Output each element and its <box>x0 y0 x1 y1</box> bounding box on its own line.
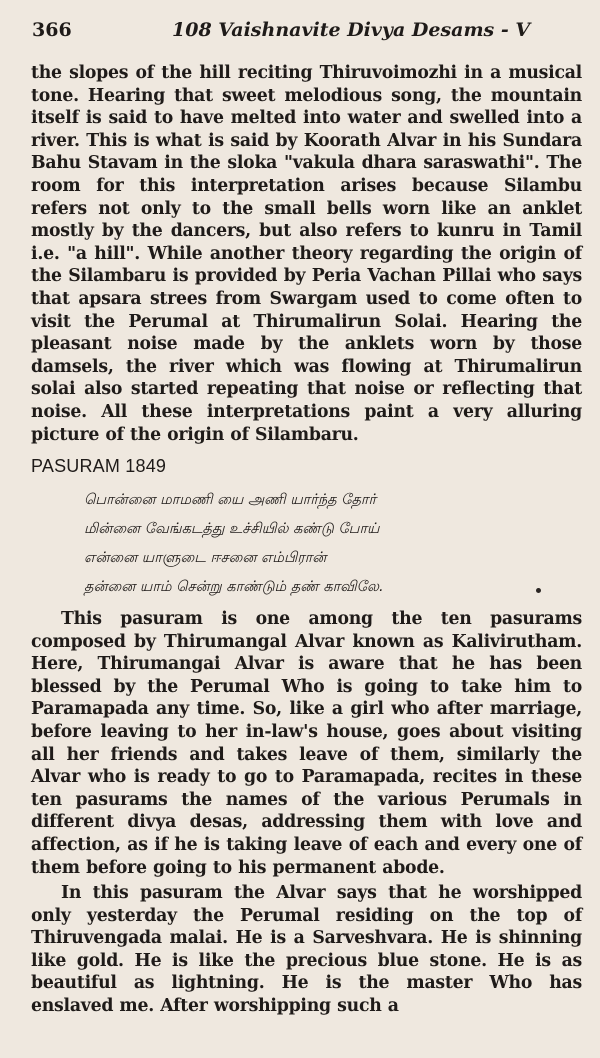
body-paragraph-3: In this pasuram the Alvar says that he worshipped only yesterday the Perumal residing on the top of Thiruvengada malai. He is a Sarveshvara. He is shinning like gold. He is like the precious blue stone. He is as beautiful as lightning. He is the master Who has enslaved me. After worshipping such a <box>31 883 582 1016</box>
pasuram-heading: PASURAM 1849 <box>31 456 167 476</box>
body-paragraph-1: the slopes of the hill reciting Thiruvoimozhi in a musical tone. Hearing that sweet melodious song, the mountain itself is said to have melted into water and swelled into a river. This is what is said by Koorath Alvar in his Sundara Bahu Stavam in the sloka "vakula dhara saraswathi". The room for this interpretation arises because Silambu refers not only to the small bells worn like an anklet mostly by the dancers, but also refers to kunru in Tamil i.e. "a hill". While another theory regarding the origin of the Silambaru is provided by Peria Vachan Pillai who says that apsara strees from Swargam used to come often to visit the Perumal at Thirumalirun Solai. Hearing the pleasant noise made by the anklets worn by those damsels, the river which was flowing at Thirumalirun solai also started repeating that noise or reflecting that noise. All these interpretations paint a very alluring picture of the origin of Silambaru. <box>31 63 582 445</box>
running-title: 108 Vaishnavite Divya Desams - V <box>172 19 531 41</box>
verse-line-2: மின்னை வேங்கடத்து உச்சியில் கண்டு போய் <box>84 521 380 537</box>
page-number: 366 <box>32 19 72 41</box>
tamil-verse <box>84 486 584 602</box>
body-paragraph-2: This pasuram is one among the ten pasurams composed by Thirumangal Alvar known as Kalivirutham. Here, Thirumangai Alvar is aware that he has been blessed by the Perumal Who is going to take him to Paramapada any time. So, like a girl who after marriage, before leaving to her in-law's house, goes about visiting all her friends and takes leave of them, similarly the Alvar who is ready to go to Paramapada, recites in these ten pasurams the names of the various Perumals in different divya desas, addressing them with love and affection, as if he is taking leave of each and every one of them before going to his permanent abode. <box>31 609 582 878</box>
ink-dot <box>536 588 541 593</box>
verse-line-4: தன்னை யாம் சென்று காண்டும் தண் காவிலே. <box>84 579 384 595</box>
verse-line-1: பொன்னை மாமணி யை அணி யார்ந்த தோர் <box>84 492 377 508</box>
verse-line-3: என்னை யாளுடை ஈசனை எம்பிரான் <box>84 550 327 566</box>
